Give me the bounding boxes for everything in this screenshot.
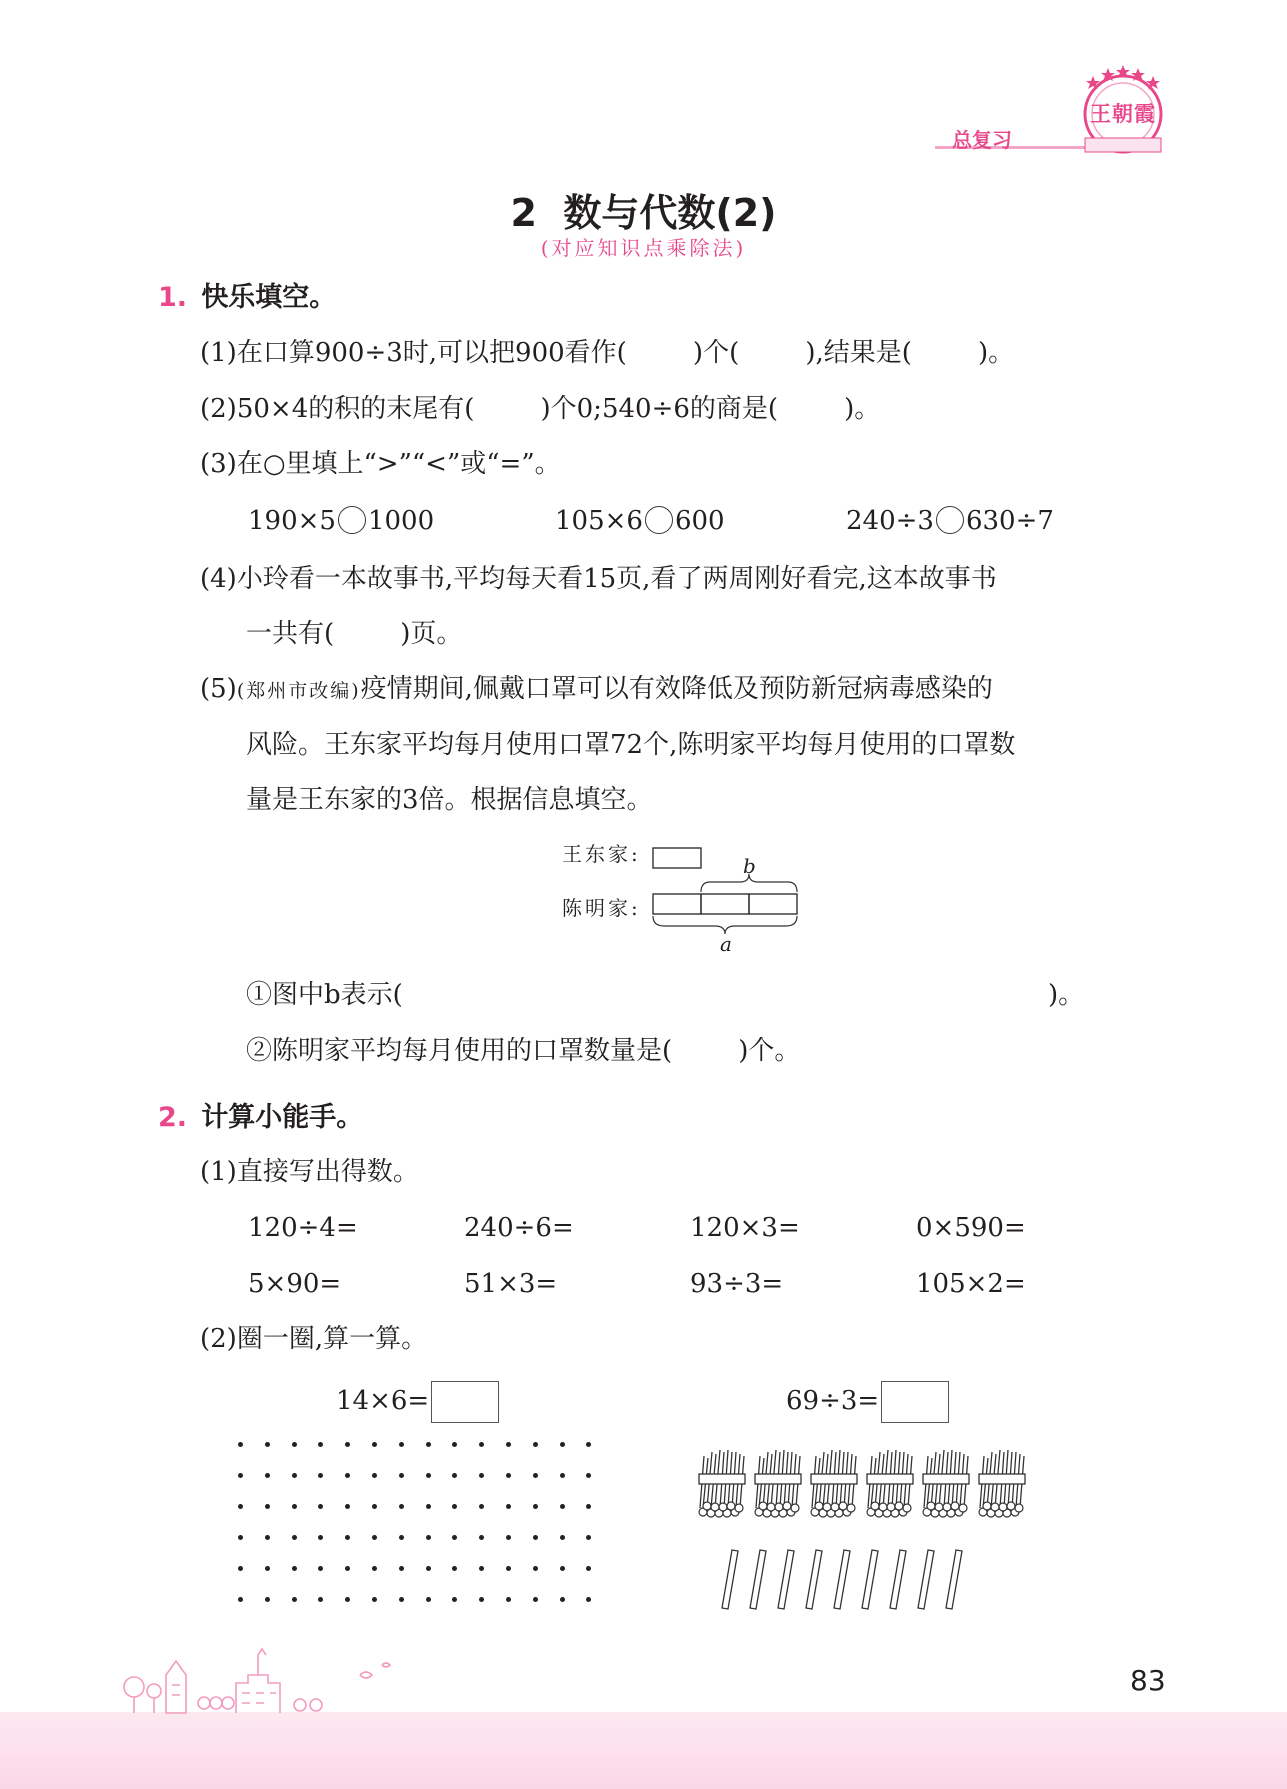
grid-dot — [318, 1504, 323, 1509]
compare-left-1: 190×5 — [248, 506, 336, 536]
question-1-number: 1. — [158, 282, 188, 313]
equation-right-text: 69÷3= — [786, 1386, 880, 1416]
calc-2-1: 5×90= — [248, 1269, 342, 1299]
grid-dot — [533, 1597, 538, 1602]
compare-right-3: 630÷7 — [965, 506, 1054, 536]
diagram-label-b: b — [743, 854, 756, 878]
diagram-bars — [550, 836, 810, 960]
calc-2-3: 93÷3= — [690, 1269, 784, 1299]
grid-dot — [238, 1442, 243, 1447]
question-1-heading — [158, 283, 336, 313]
grid-dot — [372, 1535, 377, 1540]
grid-dot — [479, 1597, 484, 1602]
grid-dot — [560, 1473, 565, 1478]
grid-dot — [292, 1566, 297, 1571]
q1-sub-1-end: )。 — [1048, 980, 1085, 1010]
grid-dot — [345, 1535, 350, 1540]
comparison-diagram — [550, 836, 810, 960]
grid-dot — [238, 1473, 243, 1478]
grid-dot — [506, 1535, 511, 1540]
diagram-label-wang: 王东家: — [562, 842, 641, 866]
grid-dot — [426, 1597, 431, 1602]
grid-dot — [345, 1566, 350, 1571]
grid-dot — [372, 1473, 377, 1478]
grid-dot — [586, 1473, 591, 1478]
grid-dot — [318, 1442, 323, 1447]
compare-circle-2[interactable] — [645, 506, 673, 534]
q1-part-5-prefix: (5) — [200, 674, 237, 704]
grid-dot — [479, 1473, 484, 1478]
answer-box-left[interactable] — [431, 1381, 499, 1423]
grid-dot — [452, 1597, 457, 1602]
calc-2-2: 51×3= — [464, 1269, 558, 1299]
q1-sub-2: ②陈明家平均每月使用的口罩数量是( )个。 — [246, 1036, 801, 1066]
q1-part-5-line-3: 量是王东家的3倍。根据信息填空。 — [246, 785, 653, 815]
grid-dot — [292, 1597, 297, 1602]
grid-dot — [372, 1442, 377, 1447]
grid-dot — [560, 1442, 565, 1447]
q1-part-3: (3)在○里填上“>”“<”或“=”。 — [200, 449, 561, 479]
grid-dot — [533, 1566, 538, 1571]
grid-dot — [292, 1504, 297, 1509]
grid-dot — [265, 1442, 270, 1447]
page-title: 2 数与代数(2) — [510, 191, 777, 235]
grid-dot — [292, 1442, 297, 1447]
question-2-label: 计算小能手。 — [201, 1102, 364, 1133]
grid-dot — [533, 1504, 538, 1509]
grid-dot — [399, 1504, 404, 1509]
grid-dot — [426, 1535, 431, 1540]
q1-part-5-line-1 — [200, 674, 993, 706]
question-2-number: 2. — [158, 1102, 188, 1133]
header-section-label: 总复习 — [952, 128, 1012, 152]
grid-dot — [452, 1535, 457, 1540]
compare-left-3: 240÷3 — [846, 506, 934, 536]
compare-left-2: 105×6 — [555, 506, 643, 536]
question-1-label: 快乐填空。 — [201, 282, 337, 313]
grid-dot — [586, 1535, 591, 1540]
calc-1-4: 0×590= — [916, 1213, 1026, 1243]
grid-dot — [399, 1473, 404, 1478]
grid-dot — [345, 1597, 350, 1602]
grid-dot — [265, 1597, 270, 1602]
compare-item-3 — [846, 506, 1054, 536]
grid-dot — [345, 1473, 350, 1478]
grid-dot — [399, 1442, 404, 1447]
grid-dot — [506, 1504, 511, 1509]
grid-dot — [318, 1566, 323, 1571]
brand-logo — [1073, 62, 1173, 157]
compare-item-1 — [248, 506, 434, 536]
grid-dot — [399, 1535, 404, 1540]
grid-dot — [292, 1535, 297, 1540]
grid-dot — [265, 1535, 270, 1540]
q1-part-4-line-1: (4)小玲看一本故事书,平均每天看15页,看了两周刚好看完,这本故事书 — [200, 564, 997, 594]
stick-bundles[interactable] — [690, 1440, 1040, 1620]
page-number: 83 — [1130, 1664, 1166, 1697]
grid-dot — [345, 1442, 350, 1447]
q1-part-4-line-2: 一共有( )页。 — [246, 619, 463, 649]
grid-dot — [345, 1504, 350, 1509]
question-2-heading — [158, 1103, 363, 1133]
calc-1-3: 120×3= — [690, 1213, 800, 1243]
grid-dot — [372, 1566, 377, 1571]
compare-circle-3[interactable] — [936, 506, 964, 534]
equation-right — [786, 1381, 949, 1423]
grid-dot — [560, 1504, 565, 1509]
grid-dot — [318, 1597, 323, 1602]
q1-part-5-source: (郑州市改编) — [236, 680, 361, 702]
grid-dot — [452, 1473, 457, 1478]
grid-dot — [506, 1442, 511, 1447]
grid-dot — [586, 1442, 591, 1447]
equation-left-text: 14×6= — [336, 1386, 430, 1416]
grid-dot — [533, 1442, 538, 1447]
grid-dot — [586, 1566, 591, 1571]
grid-dot — [479, 1535, 484, 1540]
brand-logo-text: 王朝霞 — [1090, 101, 1156, 126]
grid-dot — [479, 1442, 484, 1447]
grid-dot — [426, 1504, 431, 1509]
calc-1-2: 240÷6= — [464, 1213, 574, 1243]
compare-right-2: 600 — [674, 506, 725, 536]
grid-dot — [238, 1535, 243, 1540]
q1-part-2: (2)50×4的积的末尾有( )个0;540÷6的商是( )。 — [200, 394, 881, 424]
grid-dot — [533, 1535, 538, 1540]
grid-dot — [318, 1473, 323, 1478]
grid-dot — [426, 1566, 431, 1571]
q1-sub-1: ①图中b表示( — [246, 980, 403, 1010]
q2-part-1: (1)直接写出得数。 — [200, 1157, 419, 1187]
grid-dot — [452, 1504, 457, 1509]
footer-illustration — [120, 1645, 400, 1715]
grid-dot — [560, 1566, 565, 1571]
compare-circle-1[interactable] — [338, 506, 366, 534]
grid-dot — [506, 1597, 511, 1602]
calc-1-1: 120÷4= — [248, 1213, 358, 1243]
footer-band — [0, 1712, 1287, 1789]
grid-dot — [265, 1566, 270, 1571]
equation-left — [336, 1381, 499, 1423]
page-subtitle: (对应知识点乘除法) — [540, 236, 747, 260]
grid-dot — [399, 1597, 404, 1602]
grid-dot — [372, 1597, 377, 1602]
grid-dot — [238, 1566, 243, 1571]
q1-part-5-line-2: 风险。王东家平均每月使用口罩72个,陈明家平均每月使用的口罩数 — [246, 730, 1016, 760]
q1-part-5-text: 疫情期间,佩戴口罩可以有效降低及预防新冠病毒感染的 — [360, 674, 993, 704]
grid-dot — [426, 1473, 431, 1478]
grid-dot — [506, 1566, 511, 1571]
grid-dot — [399, 1566, 404, 1571]
grid-dot — [479, 1566, 484, 1571]
compare-item-2 — [555, 506, 725, 536]
grid-dot — [560, 1535, 565, 1540]
grid-dot — [265, 1473, 270, 1478]
grid-dot — [292, 1473, 297, 1478]
grid-dot — [265, 1504, 270, 1509]
grid-dot — [506, 1473, 511, 1478]
compare-right-1: 1000 — [367, 506, 435, 536]
grid-dot — [560, 1597, 565, 1602]
diagram-label-chen: 陈明家: — [562, 896, 641, 920]
grid-dot — [238, 1597, 243, 1602]
answer-box-right[interactable] — [881, 1381, 949, 1423]
dot-grid[interactable] — [238, 1442, 586, 1618]
grid-dot — [586, 1504, 591, 1509]
grid-dot — [533, 1473, 538, 1478]
q2-part-2: (2)圈一圈,算一算。 — [200, 1324, 428, 1354]
grid-dot — [318, 1535, 323, 1540]
diagram-label-a: a — [720, 932, 732, 956]
grid-dot — [238, 1504, 243, 1509]
grid-dot — [586, 1597, 591, 1602]
grid-dot — [479, 1504, 484, 1509]
calc-2-4: 105×2= — [916, 1269, 1026, 1299]
q1-part-1: (1)在口算900÷3时,可以把900看作( )个( ),结果是( )。 — [200, 338, 1015, 368]
grid-dot — [372, 1504, 377, 1509]
grid-dot — [452, 1566, 457, 1571]
grid-dot — [452, 1442, 457, 1447]
grid-dot — [426, 1442, 431, 1447]
